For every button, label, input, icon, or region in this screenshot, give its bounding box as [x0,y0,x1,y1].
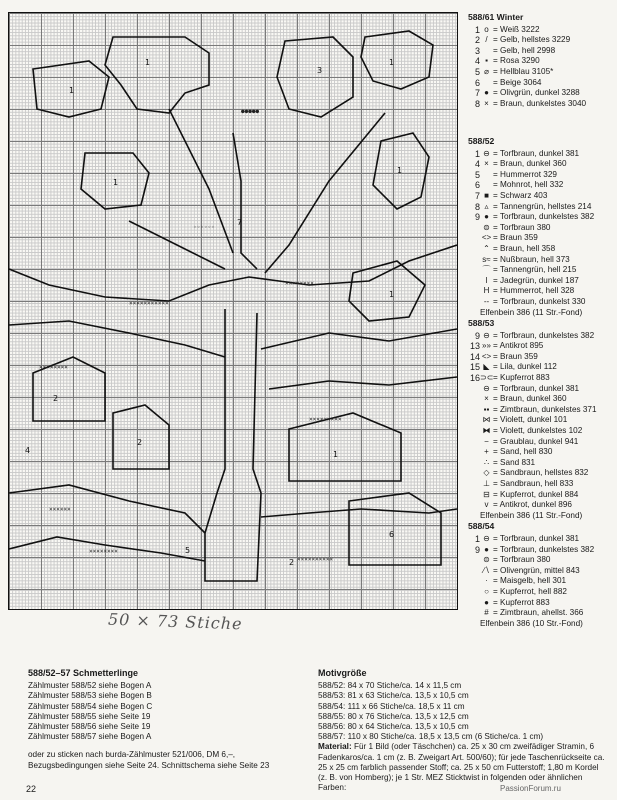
chart-hill-mid-right [269,377,457,389]
schmetterlinge-title: 588/52–57 Schmetterlinge [28,668,139,678]
schmetterlinge-line: Zählmuster 588/53 siehe Bogen B [28,691,152,701]
motivgroesse-line: 588/54: 111 x 66 Stiche/ca. 18,5 x 11 cm [318,701,465,711]
legend-row: 15 ◣ = Lila, dunkel 112 [469,362,557,373]
legend-row: 8 × = Braun, dunkelstes 3040 [474,98,587,109]
legend-row: 3 = Gelb, hell 2998 [474,45,556,56]
legend-row: 4 ▪ = Rosa 3290 [474,56,540,67]
chart-symbol-number: 1 [389,58,395,67]
chart-stitch-row: ××××××××× [309,416,342,423]
chart-leaf-top-right [361,31,433,89]
legend-row: ▪▪ = Zimtbraun, dunkelstes 371 [483,404,597,414]
chart-symbol-number: 2 [53,394,59,403]
legend-fond: Elfenbein 386 (11 Str.-Fond) [480,510,583,520]
chart-symbol-number: 1 [69,86,75,95]
material-label: Material: [318,742,352,752]
handwritten-note: 50 × 73 Stiche [107,609,243,634]
chart-stitch-row: ×××××× [49,506,71,513]
material-body: Für 1 Bild (oder Täschchen) ca. 25 x 30 cm zweifädiger Stramin, 6 Fadenkaros/ca. 1 cm (z. B. Zweigart Art. 500/60); für jede Taschenrückseite ca. 25 x 25 cm farblich passender Stoff; ca. 25 x 50 cm Futterstoff; 1,80 m Kordel (z. B. von Homberg); je 1 Str. MEZ Sticktwist in folgenden oder ähnlichen Farben: [318,742,605,793]
motivgroesse-line: 588/56: 80 x 64 Stiche/ca. 13,5 x 10,5 cm [318,722,469,732]
motivgroesse-line: 588/55: 80 x 76 Stiche/ca. 13,5 x 12,5 cm [318,711,469,721]
legend-row: 9 ● = Torfbraun, dunkelstes 382 [474,212,595,223]
chart-trunk [205,309,261,581]
chart-symbol-number: 6 [389,530,395,539]
chart-stitch-row: ×××××××× [39,364,68,371]
legend-row: 2 / = Gelb, hellstes 3229 [474,35,571,46]
legend-row: 13 »» = Antikrot 895 [469,341,544,352]
legend-row: I = Jadegrün, dunkel 187 [485,275,579,285]
chart-symbol-number: 1 [145,58,151,67]
legend-fond: Elfenbein 386 (11 Str.-Fond) [480,307,583,317]
legend-row: -- = Torfbraun, dunkelst 330 [483,296,586,306]
legend-row: 9 ● = Torfbraun, dunkelstes 382 [474,544,595,555]
chart-leaf-top-left [105,37,209,113]
legend-winter [468,12,586,109]
motivgroesse-line: 588/53: 81 x 63 Stiche/ca. 13,5 x 10,5 cm [318,691,469,701]
legend-row: 6 = Beige 3064 [474,77,542,88]
legend-row: × = Braun, dunkel 360 [484,394,567,404]
chart-symbol-number: 4 [25,446,31,455]
legend-row: 6 = Mohnrot, hell 332 [474,180,564,191]
legend-row: ⊜ = Torfbraun 380 [483,555,551,565]
schmetterlinge-line: Zählmuster 588/55 siehe Seite 19 [28,711,151,721]
chart-stitch-row: ◦◦◦◦◦◦ [193,224,215,231]
schmetterlinge-line: Zählmuster 588/54 siehe Bogen C [28,701,153,711]
legend-fond: Elfenbein 386 (10 Str.-Fond) [480,618,583,628]
chart-symbol-number: 1 [333,450,339,459]
legend-row: H = Hummerrot, hell 328 [483,286,575,296]
motivgroesse-title: Motivgröße [318,668,367,678]
chart-hill-right [261,329,457,349]
chart-symbol-number: 7 [237,218,243,227]
legend-row: ⧓ = Violett, dunkelstes 102 [482,426,583,436]
watermark: PassionForum.ru [500,784,561,793]
legend-row: 5 ⌀ = Hellblau 3105* [474,66,554,77]
legend-52-header: 588/52 [468,136,495,146]
legend-row: + = Sand, hell 830 [484,447,553,457]
legend-row: 1 o = Weiß 3222 [474,24,540,35]
schmetterlinge-line: Zählmuster 588/56 siehe Seite 19 [28,722,151,732]
chart-branch-left [169,109,233,253]
cross-stitch-chart [8,12,458,610]
legend-row: 7 ● = Olivgrün, dunkel 3288 [474,88,580,99]
legend-row: 1 ⊖ = Torfbraun, dunkel 381 [474,148,580,159]
chart-symbol-number: 1 [113,178,119,187]
schmetterlinge-section [28,668,298,771]
schmetterlinge-line: Zählmuster 588/57 siehe Bogen A [28,732,152,742]
legend-row: v = Antikrot, dunkel 896 [484,500,572,510]
chart-leaf-right-2 [349,261,425,321]
legend-row: 8 ▵ = Tannengrün, hellstes 214 [474,201,592,212]
legend-row: ⌒ = Tannengrün, hell 215 [482,265,577,275]
legend-row: ⊟ = Kupferrot, dunkel 884 [483,489,579,499]
legend-winter-header: 588/61 Winter [468,12,524,22]
schmetterlinge-line: Zählmuster 588/52 siehe Bogen A [28,681,152,691]
legend-54-header: 588/54 [468,521,495,532]
chart-house-left-2 [113,405,169,469]
legend-row: 5 = Hummerrot 329 [474,169,557,180]
chart-leaf-top-center [277,37,353,117]
chart-branch-center [233,133,257,269]
chart-symbol-number: 2 [289,558,295,567]
motivgroesse-section [318,668,608,793]
chart-symbol-number: 5 [185,546,191,555]
motivgroesse-line: 588/52: 84 x 70 Stiche/ca. 14 x 11,5 cm [318,681,462,691]
chart-symbol-number: 1 [397,166,403,175]
legend-row: 1 ⊖ = Torfbraun, dunkel 381 [474,533,580,544]
chart-symbol-number: 3 [317,66,323,75]
motivgroesse-line: 588/57: 110 x 80 Stiche/ca. 18,5 x 13,5 cm (6 Stiche/ca. 1 cm) [318,732,544,742]
legend-row: ⋈ = Violett, dunkel 101 [482,415,568,425]
legend-row: ∴ = Sand 831 [483,457,536,467]
legend-53-header: 588/53 [468,318,495,329]
legend-row: − = Graublau, dunkel 941 [484,436,579,446]
chart-branch-right [265,113,385,273]
chart-drawing [9,13,457,609]
chart-stitch-row: ●●●●● [241,108,260,115]
legend-row: ⌃ = Braun, hell 358 [483,243,556,253]
legend-row: · = Maisgelb, hell 301 [485,576,567,586]
legend-row: ⁄∖ = Olivengrün, mittel 843 [483,565,580,575]
legend-row: 7 ■ = Schwarz 403 [474,190,548,201]
legend-row: ⊥ = Sandbraun, hell 833 [483,479,574,488]
chart-stitch-row: ×××××××× [89,548,118,555]
legend-schmetterlinge [468,136,597,629]
legend-row: 16 ⊃⊂ = Kupferrot 883 [469,373,550,384]
chart-ground-right [261,509,457,517]
chart-stitch-row: ×××××××× [285,280,314,287]
legend-row: s≈ = Nußbraun, hell 373 [482,254,570,264]
chart-house-right-2 [349,493,441,565]
legend-row: ◇ = Sandbraun, hellstes 832 [483,468,589,478]
legend-row: # = Zimtbraun, ahellst. 366 [484,608,584,618]
legend-row: ○ = Kupferrot, hell 882 [484,586,567,596]
chart-hill-left [9,321,225,357]
chart-ground-left [9,485,205,533]
legend-row: ⊜ = Torfbraun 380 [483,222,551,232]
chart-symbol-number: 2 [137,438,143,447]
legend-row: ● = Kupferrot 883 [484,597,550,607]
chart-house-right-1 [289,413,401,481]
page-number: 22 [26,784,37,794]
chart-stitch-row: ×××××××××× [297,556,334,563]
material-text [318,742,608,793]
schmetterlinge-footer: oder zu sticken nach burda-Zählmuster 521/006, DM 6,–, Bezugsbedingungen siehe Seite 24. Schnittschema siehe Seite 23 [28,750,270,770]
chart-symbol-number: 1 [389,290,395,299]
legend-row: <> = Braun 359 [481,233,538,243]
chart-stitch-row: ××××××××××× [129,300,169,307]
legend-row: 14 <> = Braun 359 [469,351,538,362]
legend-row: 4 × = Braun, dunkel 360 [474,159,567,170]
legend-row: ⊖ = Torfbraun, dunkel 381 [483,383,580,393]
legend-row: 9 ⊖ = Torfbraun, dunkelstes 382 [474,330,595,341]
